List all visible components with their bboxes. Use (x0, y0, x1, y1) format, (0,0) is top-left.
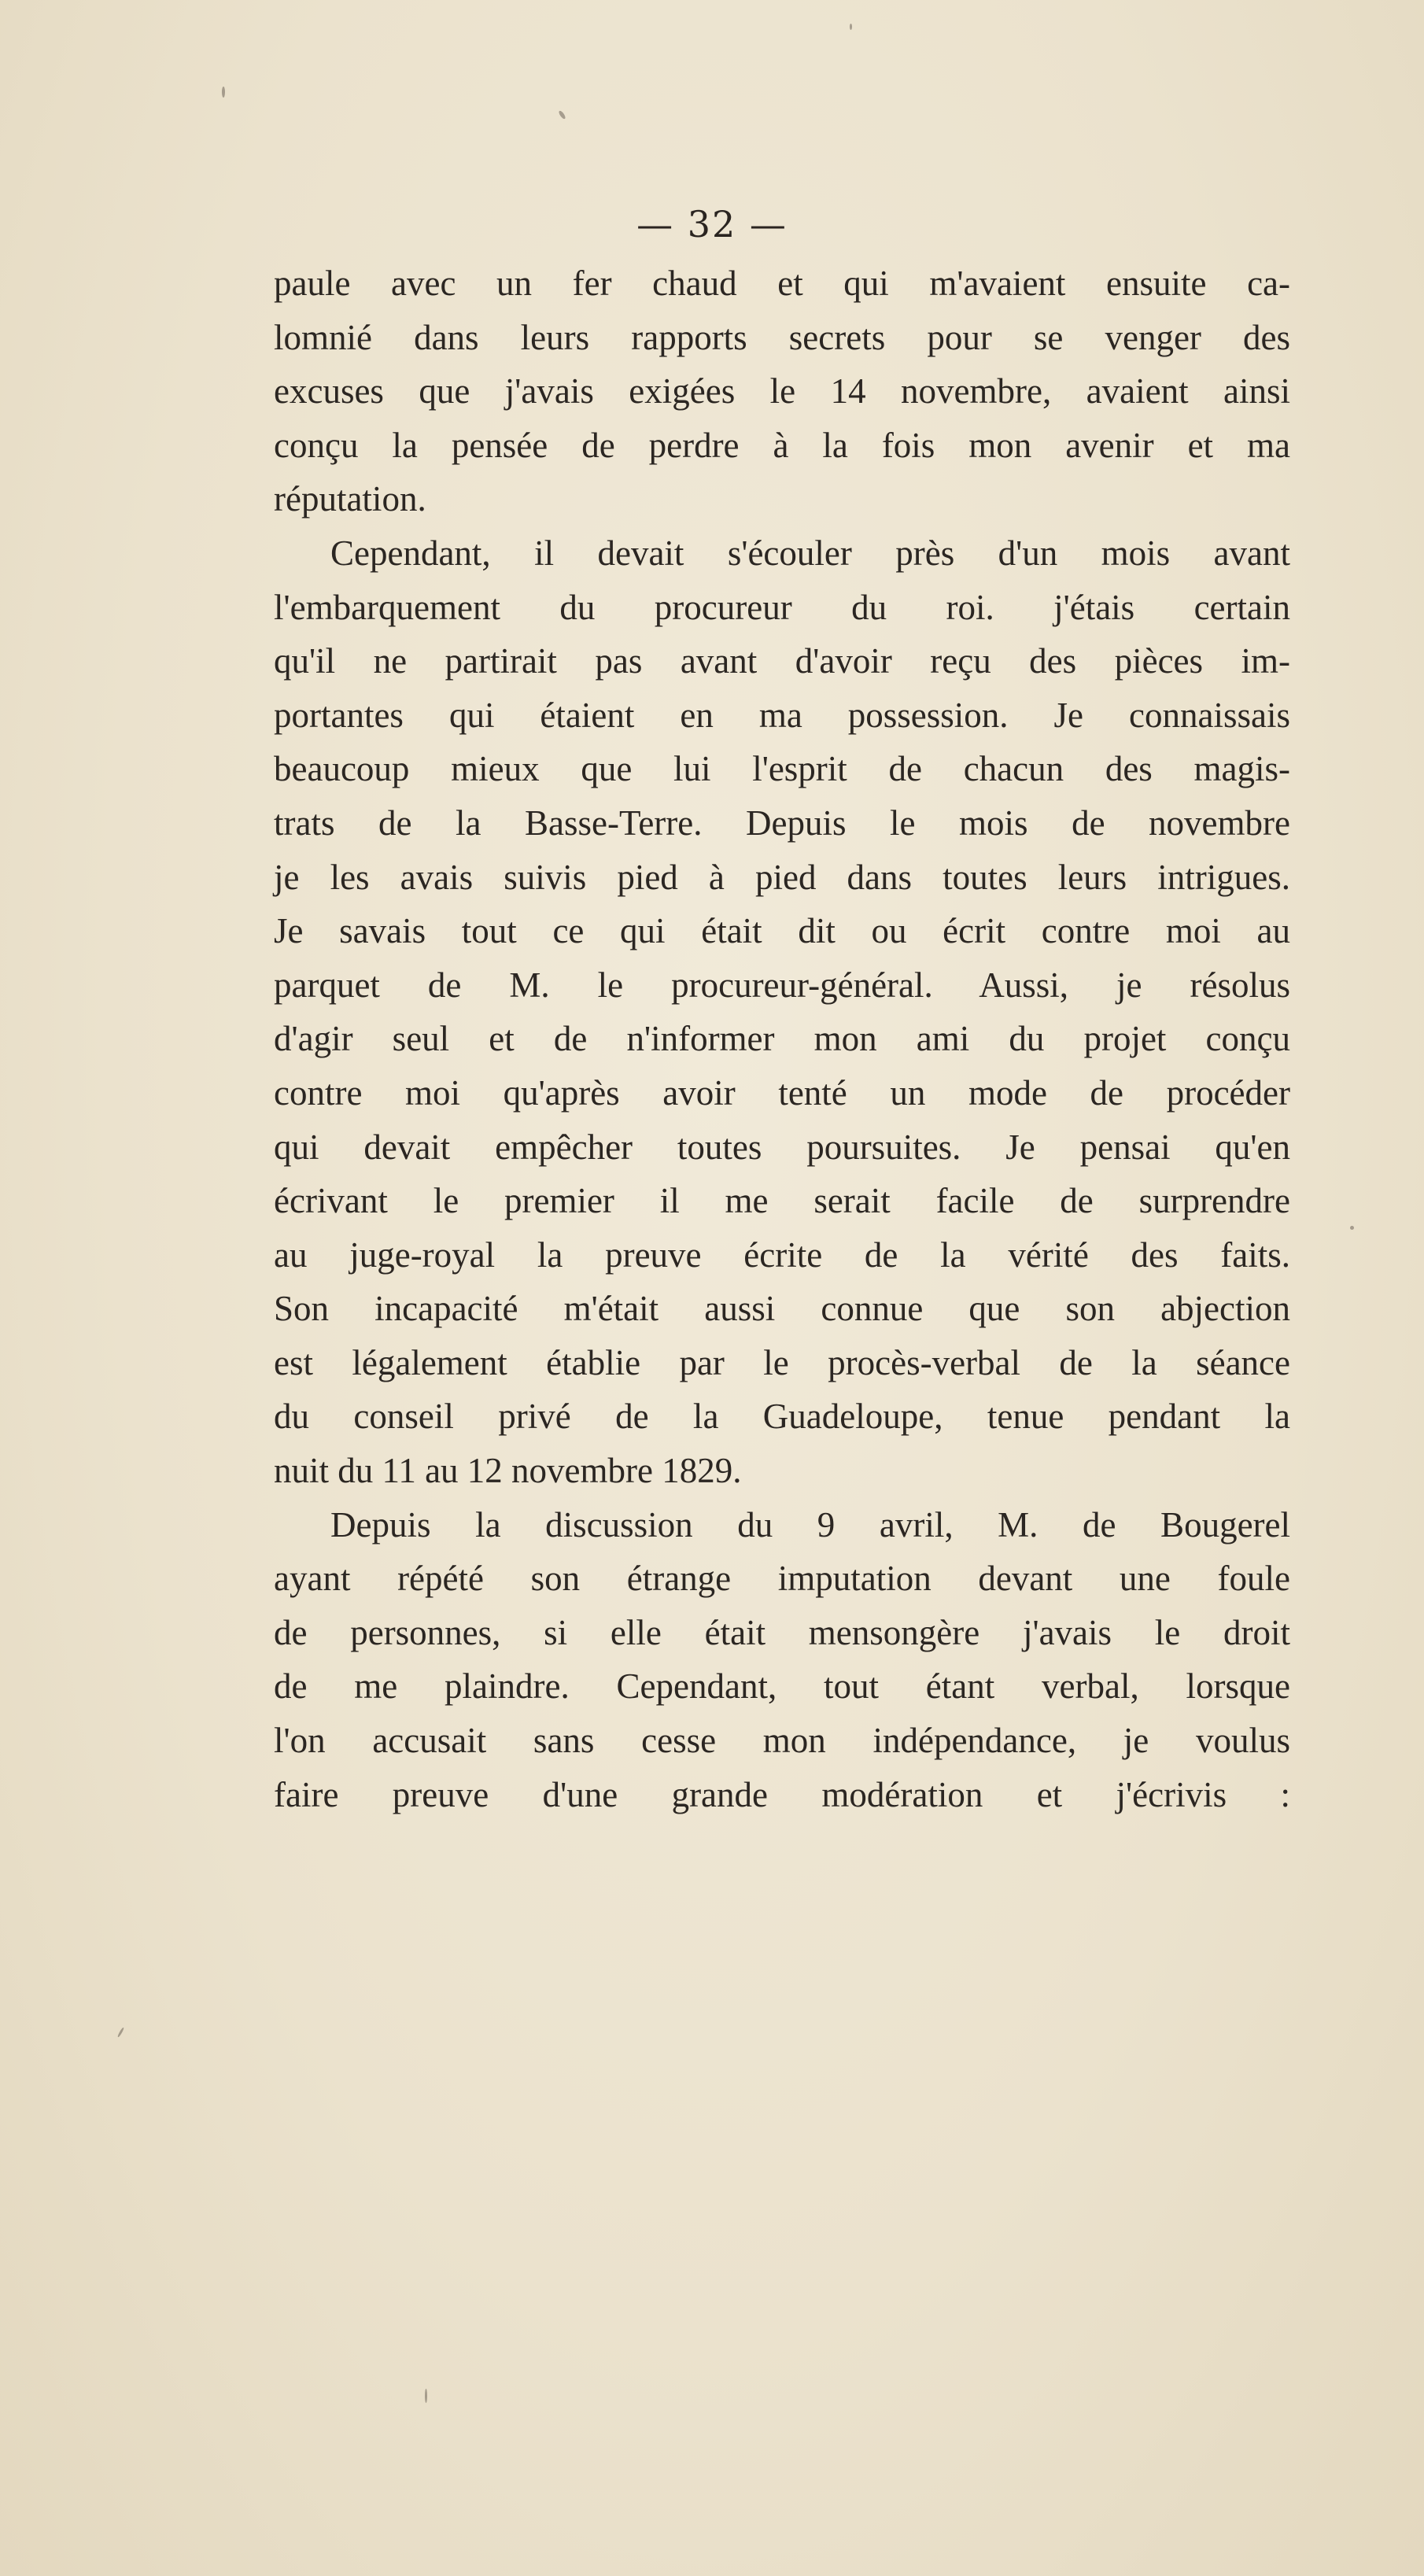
paper-speck (558, 110, 566, 120)
text-line: est légalement établie par le procès-verbal de la séance (274, 1342, 1290, 1382)
text-line: réputation. (274, 479, 426, 519)
text-line: l'on accusait sans cesse mon indépendance, je voulus (274, 1721, 1290, 1761)
text-line: beaucoup mieux que lui l'esprit de chacun des magis- (274, 749, 1290, 789)
text-line: Je savais tout ce qui était dit ou écrit contre moi au (274, 911, 1290, 951)
text-line: Son incapacité m'était aussi connue que son abjection (274, 1289, 1290, 1329)
text-line: parquet de M. le procureur-général. Aussi, je résolus (274, 965, 1290, 1005)
text-line: d'agir seul et de n'informer mon ami du projet conçu (274, 1019, 1290, 1059)
text-line: Depuis la discussion du 9 avril, M. de Bougerel (330, 1504, 1290, 1544)
text-line: du conseil privé de la Guadeloupe, tenue pendant la (274, 1397, 1290, 1437)
text-line: paule avec un fer chaud et qui m'avaient ensuite ca- (274, 264, 1290, 303)
text-line: au juge-royal la preuve écrite de la vérité des faits. (274, 1234, 1290, 1275)
text-line: excuses que j'avais exigées le 14 novembre, avaient ainsi (274, 371, 1290, 411)
text-line: trats de la Basse-Terre. Depuis le mois de novembre (274, 803, 1290, 843)
text-line: lomnié dans leurs rapports secrets pour se venger des (274, 317, 1290, 357)
paper-speck (117, 2027, 125, 2038)
text-line: contre moi qu'après avoir tenté un mode de procéder (274, 1072, 1290, 1113)
text-line: ayant répété son étrange imputation devant une foule (274, 1559, 1290, 1599)
text-line: de me plaindre. Cependant, tout étant verbal, lorsque (274, 1666, 1290, 1707)
paper-speck (850, 24, 852, 30)
text-line: de personnes, si elle était mensongère j'avais le droit (274, 1612, 1290, 1652)
paper-speck (1350, 1226, 1354, 1230)
text-line: Cependant, il devait s'écouler près d'un mois avant (330, 533, 1290, 573)
paper-speck (222, 87, 225, 98)
text-line: faire preuve d'une grande modération et j'écrivis : (274, 1774, 1290, 1814)
text-line: qu'il ne partirait pas avant d'avoir reçu des pièces im- (274, 641, 1290, 681)
page-number: — 32 — (636, 203, 788, 245)
body-text (274, 256, 1290, 1821)
text-line: conçu la pensée de perdre à la fois mon avenir et ma (274, 425, 1290, 465)
text-line: qui devait empêcher toutes poursuites. Je pensai qu'en (274, 1127, 1290, 1167)
text-line: écrivant le premier il me serait facile de surprendre (274, 1181, 1290, 1221)
text-line: portantes qui étaient en ma possession. Je connaissais (274, 695, 1290, 735)
text-line: je les avais suivis pied à pied dans toutes leurs intrigues. (274, 857, 1290, 897)
text-line: nuit du 11 au 12 novembre 1829. (274, 1451, 742, 1491)
paper-speck (425, 2389, 427, 2403)
text-line: l'embarquement du procureur du roi. j'étais certain (274, 587, 1290, 627)
